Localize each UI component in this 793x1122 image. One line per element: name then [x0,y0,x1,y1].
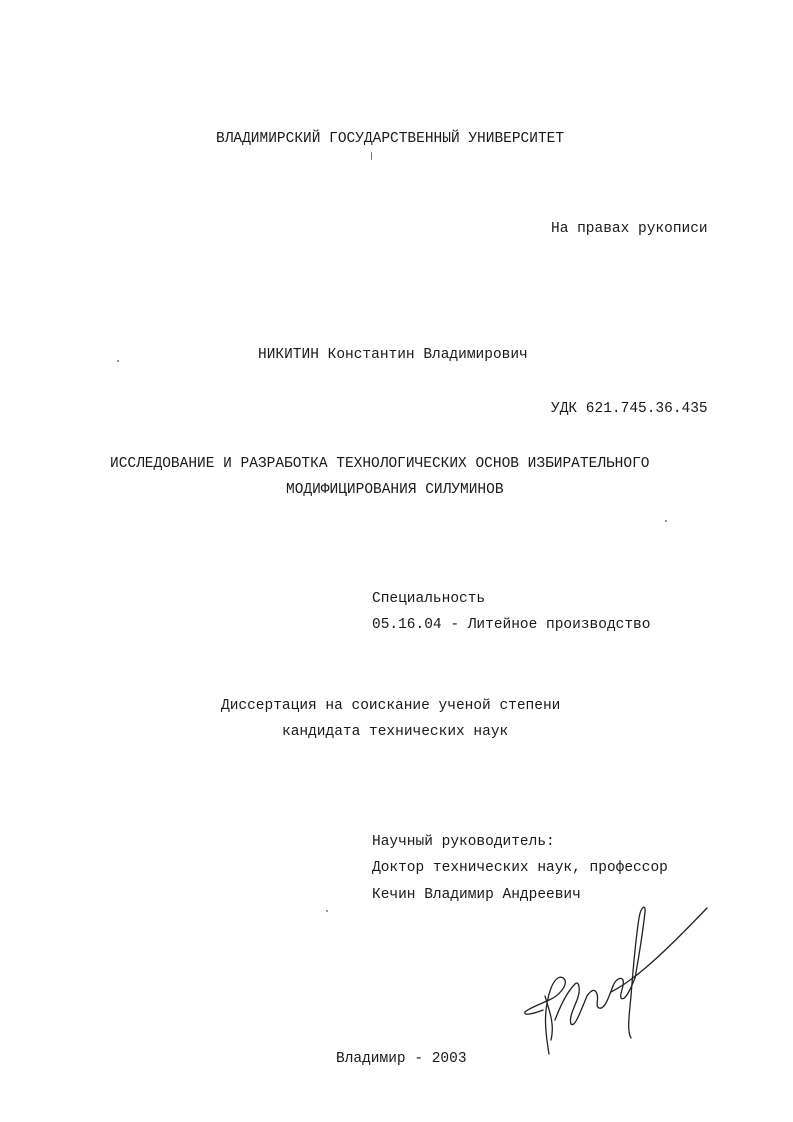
supervisor-title: Доктор технических наук, профессор [372,860,668,876]
degree-line-2: кандидата технических наук [282,724,509,740]
specialty-label: Специальность [372,591,486,607]
specialty-value: 05.16.04 - Литейное производство [372,617,651,633]
supervisor-label: Научный руководитель: [372,834,555,850]
manuscript-rights-note: На правах рукописи [551,221,708,237]
scan-speck [117,360,119,362]
degree-line-1: Диссертация на соискание ученой степени [221,698,561,714]
place-and-year: Владимир - 2003 [336,1051,467,1067]
author-signature-icon [515,900,715,1060]
scan-speck [665,520,667,522]
thesis-title-line-1: ИССЛЕДОВАНИЕ И РАЗРАБОТКА ТЕХНОЛОГИЧЕСКИХ ОСНОВ ИЗБИРАТЕЛЬНОГО [110,456,650,472]
thesis-title-line-2: МОДИФИЦИРОВАНИЯ СИЛУМИНОВ [286,482,504,498]
author-name: НИКИТИН Константин Владимирович [258,347,528,363]
scan-speck [371,152,372,160]
udc-code: УДК 621.745.36.435 [551,401,708,417]
scan-speck [326,910,328,912]
university-name: ВЛАДИМИРСКИЙ ГОСУДАРСТВЕННЫЙ УНИВЕРСИТЕТ [216,131,565,147]
supervisor-name: Кечин Владимир Андреевич [372,887,581,903]
